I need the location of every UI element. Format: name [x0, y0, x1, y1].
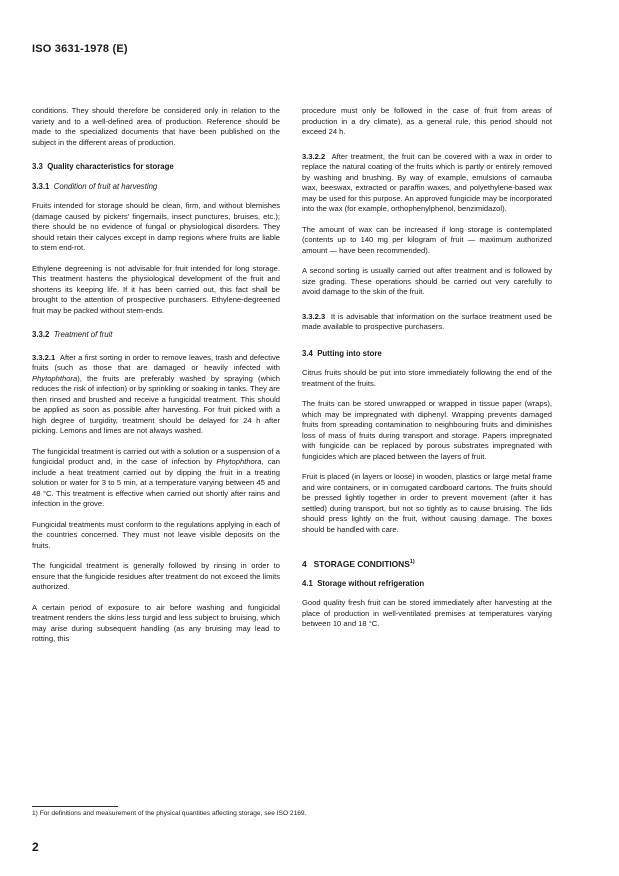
section-title: Condition of fruit at harvesting — [53, 181, 158, 191]
paragraph-text: ), the fruits are preferably washed by spraying (which reduces the risk of infection) or by sprinkling or soaking in tanks. They are then rinsed and brushed and receive a fungicidal treatment. This should be applied as soon as possible after harvesting. For fruit picked with a high degree of turgidity, treatment should be delayed for 24 h after picking. Lemons and limes are not always washed. — [32, 373, 280, 435]
footnote: 1) For definitions and measurement of the physical quantities affecting storage, see ISO 2169. — [32, 810, 307, 817]
section-number: 4 — [302, 559, 307, 569]
paragraph-3-3-2-3 — [302, 312, 552, 333]
paragraph-italic: Phytophthora — [32, 373, 78, 383]
paragraph: The fruits can be stored unwrapped or wrapped in tissue paper (wraps), which may be impregnated with diphenyl. Wrapping prevents damaged fruits from spreading contamination to neighbouring fruits and diminishes loss of mass of fruits during transport and storage. Papers impregnated with fungicide can be replaced by porous substrates impregnated with fungicides which are placed between the layers of fruit. — [302, 399, 552, 461]
paragraph: A second sorting is usually carried out after treatment and is followed by size grading. These operations should be carried out very carefully to avoid damage to the skin of the fruit. — [302, 266, 552, 296]
paragraph-text: It is advisable that information on the surface treatment used be made available to prospective purchasers. — [302, 311, 552, 331]
paragraph-3-3-2-2 — [302, 152, 552, 215]
footnote-divider — [32, 806, 118, 807]
section-title: STORAGE CONDITIONS — [313, 559, 410, 569]
paragraph-text: , can include a heat treatment carried out by dipping the fruit in a treating solution or water for 3 to 5 min, at a temperature varying between 45 and 48 °C. This treatment is effective when carried out shortly after rains and infection in the grove. — [32, 457, 280, 508]
section-title: Storage without refrigeration — [317, 578, 425, 588]
paragraph: Fruit is placed (in layers or loose) in wooden, plastics or large metal frame and wire containers, or in corrugated cardboard cartons. The fruits should be pressed lightly together in order to prevent movement (after it has settled) during transport, but not so tightly as to cause bruising. The lids should press lightly on the fruit, without causing damage. The boxes should be handled with care. — [302, 472, 552, 534]
section-number: 3.3.2.3 — [302, 311, 326, 321]
section-number: 3.4 — [302, 348, 313, 358]
section-title: Treatment of fruit — [53, 330, 113, 339]
paragraph-italic: Phytophthora — [216, 457, 262, 466]
section-heading-3-3-1 — [32, 182, 280, 193]
paragraph: The amount of wax can be increased if long storage is contemplated (contents up to 140 mg per kilogram of fruit — maximum authorized amount — have been recommended). — [302, 224, 552, 255]
page-number: 2 — [32, 840, 39, 854]
paragraph: The fungicidal treatment is generally followed by rinsing in order to ensure that the fungicide residues after treatment do not exceed the limits authorized. — [32, 561, 280, 591]
paragraph: Fungicidal treatments must conform to the regulations applying in each of the countries concerned. They must not leave visible deposits on the fruits. — [32, 519, 280, 550]
left-column — [32, 106, 280, 655]
section-number: 3.3.2 — [32, 330, 50, 339]
section-number: 3.3 — [32, 162, 43, 171]
paragraph-text: After treatment, the fruit can be covered with a wax in order to replace the natural coating of the fruits which is partly or entirely removed by washing and brushing. By way of example, emulsions of carnauba wax, beeswax, extracted or paraffin waxes, and polyethylene-based wax may be used for this purpose. An approved fungicide may be incorporated into the wax (for example, orthophenylphenol, benzimidazol). — [302, 151, 552, 213]
paragraph: conditions. They should therefore be considered only in relation to the variety and to a well-defined area of production. Reference should be made to the specialized documents that have been published on the subject in the different areas of production. — [32, 106, 280, 147]
section-number: 3.3.2.2 — [302, 151, 326, 161]
section-number: 4.1 — [302, 578, 313, 588]
section-number: 3.3.2.1 — [32, 352, 56, 362]
paragraph: A certain period of exposure to air before washing and fungicidal treatment renders the skins less turgid and less subject to bruising, which may arise during subsequent handling (as any bruising may lead to rotting, this — [32, 602, 280, 643]
section-heading-3-3-2 — [32, 330, 280, 341]
document-header: ISO 3631-1978 (E) — [32, 43, 128, 55]
paragraph: Good quality fresh fruit can be stored immediately after harvesting at the place of production in well-ventilated premises at temperatures varying between 10 and 18 °C. — [302, 598, 552, 628]
section-heading-3-3 — [32, 162, 280, 173]
section-heading-4 — [302, 559, 552, 570]
section-heading-3-4 — [302, 349, 552, 360]
paragraph-3-3-2-1 — [32, 353, 280, 437]
paragraph-text: The fungicidal treatment is carried out with a solution or a suspension of a fungicidal product and, in the case of infection by — [32, 446, 280, 466]
paragraph: Fruits intended for storage should be clean, firm, and without blemishes (damage caused by pickers' fingernails, insect punctures, bruises, etc.); there should be no evidence of fungal or physiological disorders. They should retain their calyces except in damp regions where fruits are liable to stem end-rot. — [32, 201, 280, 252]
section-title: Quality characteristics for storage — [47, 162, 174, 171]
right-column — [302, 106, 552, 640]
paragraph — [32, 447, 280, 510]
section-heading-4-1 — [302, 579, 552, 590]
paragraph-text: After a first sorting in order to remove leaves, trash and defective fruits (such as those that are damaged or heavily infected with — [32, 352, 280, 372]
paragraph: procedure must only be followed in the case of fruit from areas of production in a dry climate), as a general rule, this period should not exceed 24 h. — [302, 106, 552, 136]
section-number: 3.3.1 — [32, 181, 50, 191]
paragraph: Ethylene degreening is not advisable for fruit intended for long storage. This treatment hastens the physiological development of the fruit and shortens its keeping life. If it has been carried out, this fact shall be brought to the attention of prospective purchasers. Ethylene-degreened fruit may be packed without stem-ends. — [32, 263, 280, 315]
section-title: Putting into store — [317, 348, 382, 358]
paragraph: Citrus fruits should be put into store immediately following the end of the treatment of the fruits. — [302, 368, 552, 388]
footnote-marker: 1) — [409, 559, 415, 566]
